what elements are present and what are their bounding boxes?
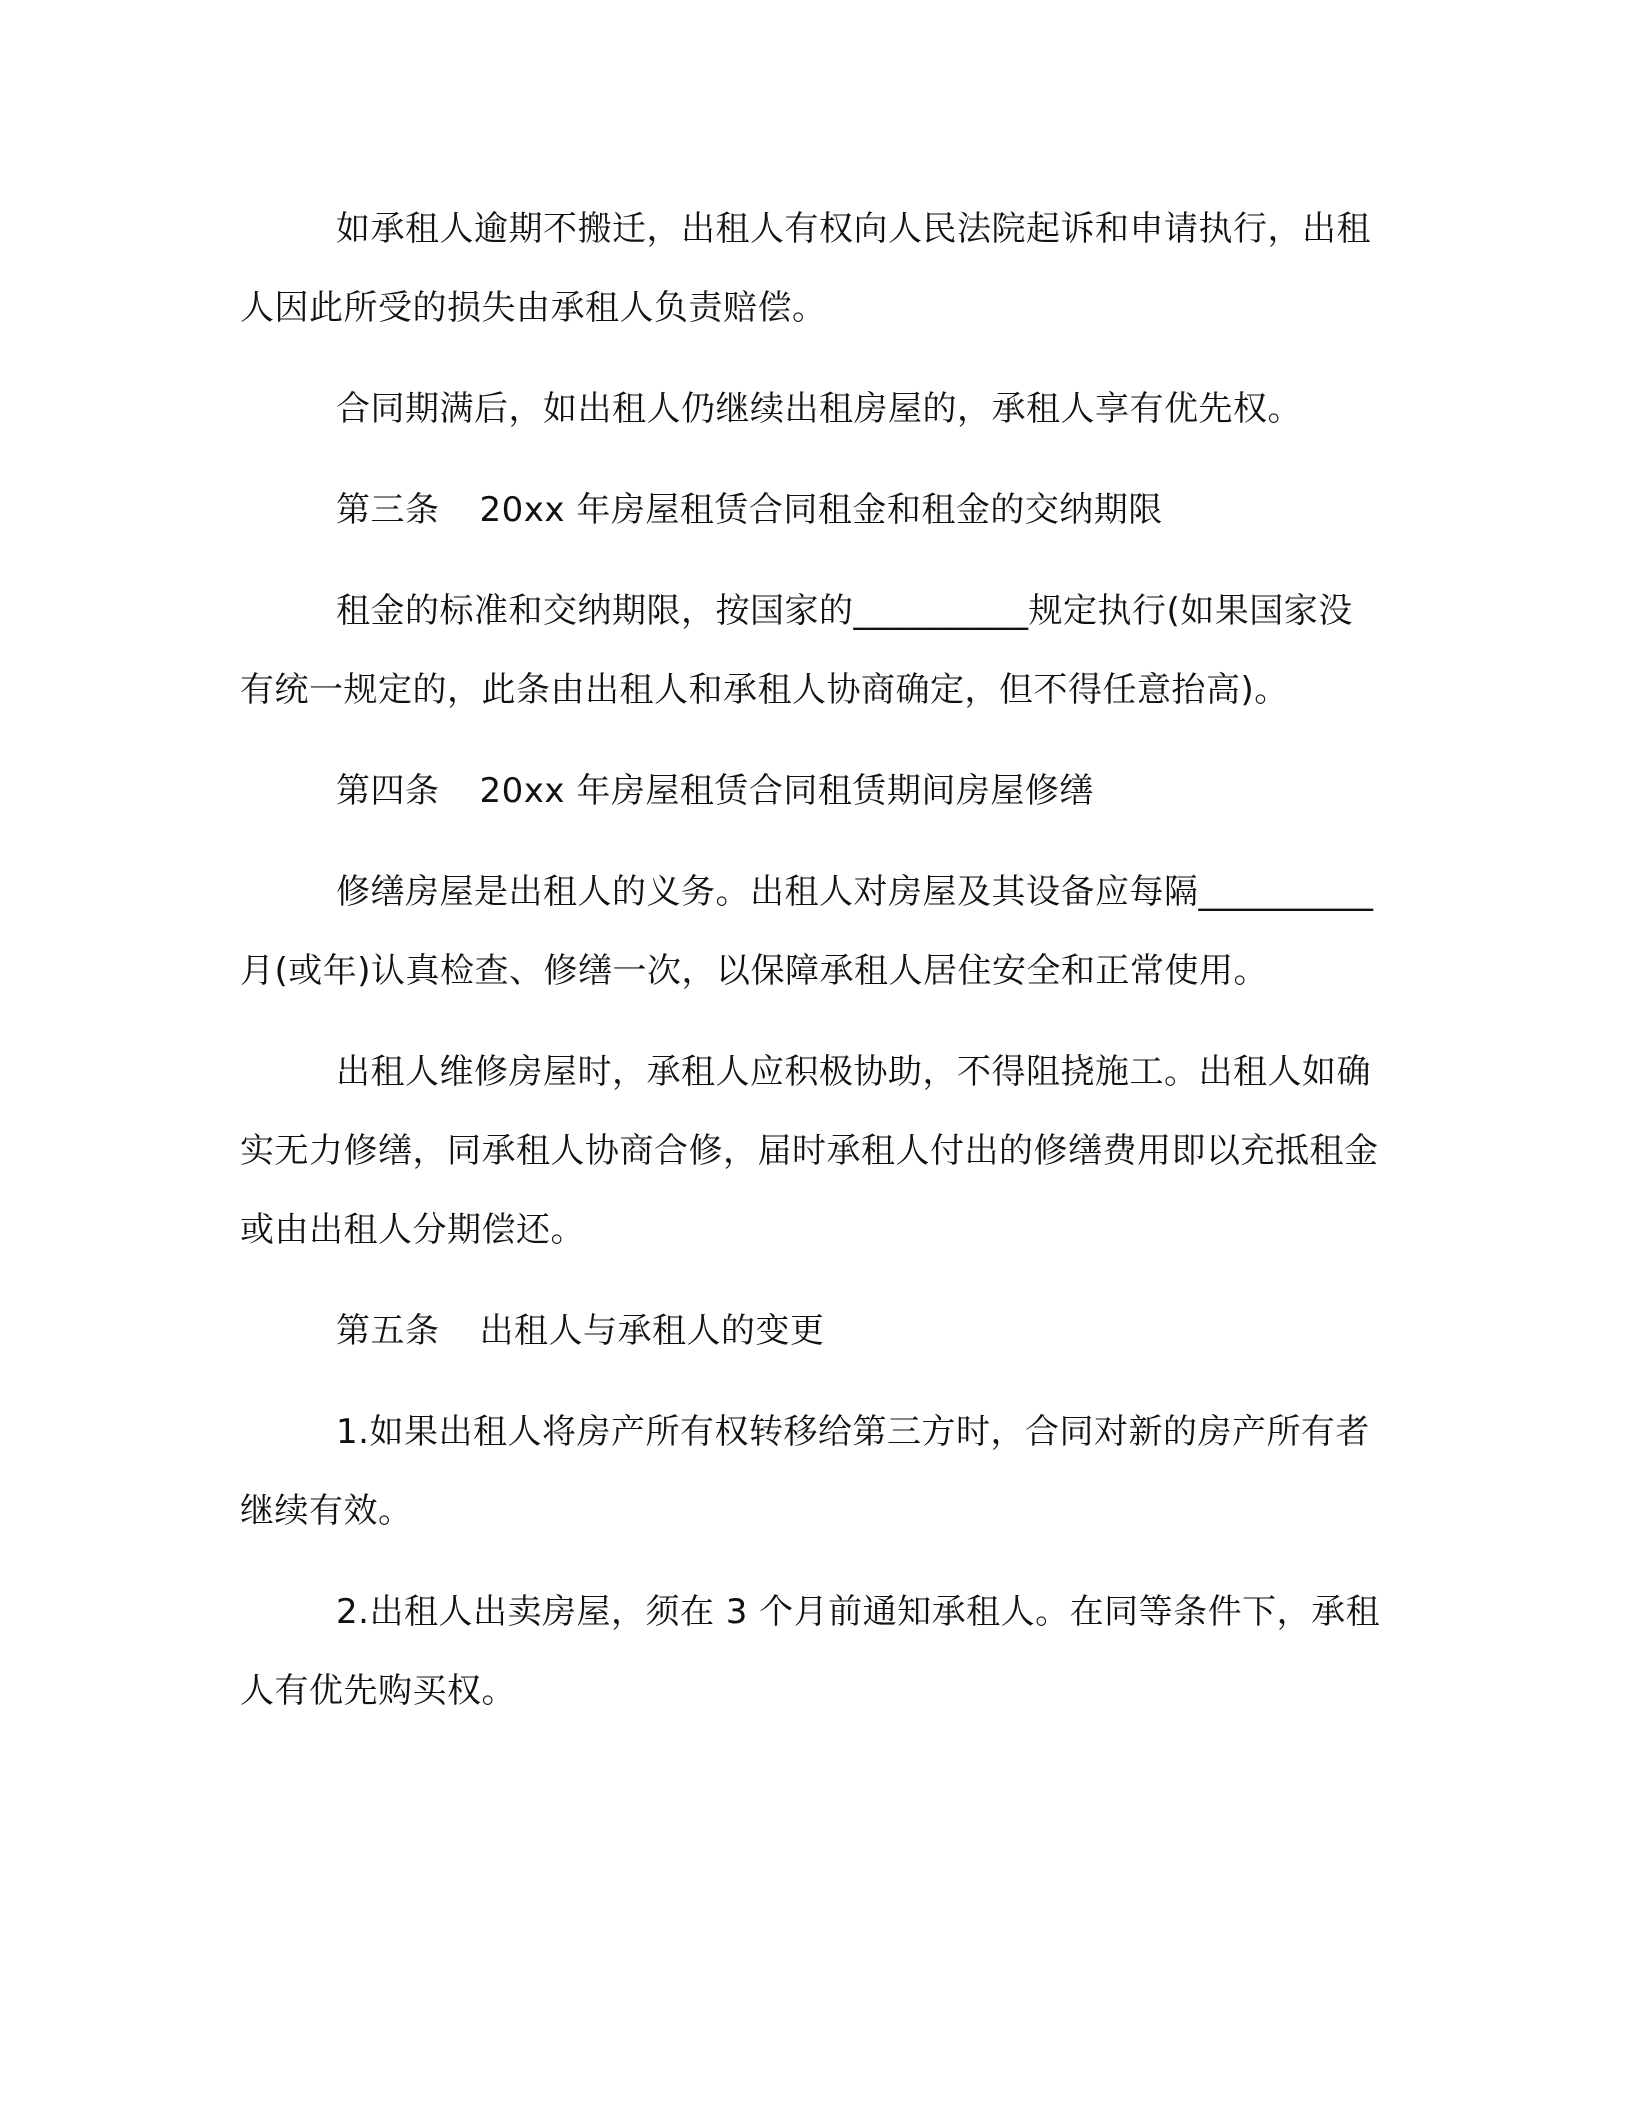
article-5-title: 出租人与承租人的变更 [479,1311,825,1351]
paragraph-sale-notice: 2.出租人出卖房屋，须在 3 个月前通知承租人。在同等条件下，承租人有优先购买权。 [240,1592,1381,1711]
paragraph-eviction-liability: 如承租人逾期不搬迁，出租人有权向人民法院起诉和申请执行，出租人因此所受的损失由承租人负责赔偿。 [240,209,1371,328]
article-4-heading [240,752,1385,831]
document-body [240,190,1385,1753]
paragraph-repair-cooperation: 出租人维修房屋时，承租人应积极协助，不得阻挠施工。出租人如确实无力修缮，同承租人协商合修，届时承租人付出的修缮费用即以充抵租金或由出租人分期偿还。 [240,1052,1379,1250]
article-3-title: 20xx 年房屋租赁合同租金和租金的交纳期限 [479,490,1163,530]
paragraph-rent-standard: 租金的标准和交纳期限，按国家的__________规定执行(如果国家没有统一规定的，此条由出租人和承租人协商确定，但不得任意抬高)。 [240,591,1353,710]
paragraph-renewal-priority: 合同期满后，如出租人仍继续出租房屋的，承租人享有优先权。 [336,389,1302,429]
article-5-label: 第五条 [336,1311,440,1351]
paragraph-ownership-transfer: 1.如果出租人将房产所有权转移给第三方时，合同对新的房产所有者继续有效。 [240,1412,1370,1531]
article-5-heading [240,1292,1385,1371]
article-3-heading [240,471,1385,550]
paragraph-repair-duty: 修缮房屋是出租人的义务。出租人对房屋及其设备应每隔__________月(或年)认真检查、修缮一次，以保障承租人居住安全和正常使用。 [240,872,1374,991]
article-4-title: 20xx 年房屋租赁合同租赁期间房屋修缮 [479,771,1094,811]
article-3-label: 第三条 [336,490,440,530]
article-4-label: 第四条 [336,771,440,811]
